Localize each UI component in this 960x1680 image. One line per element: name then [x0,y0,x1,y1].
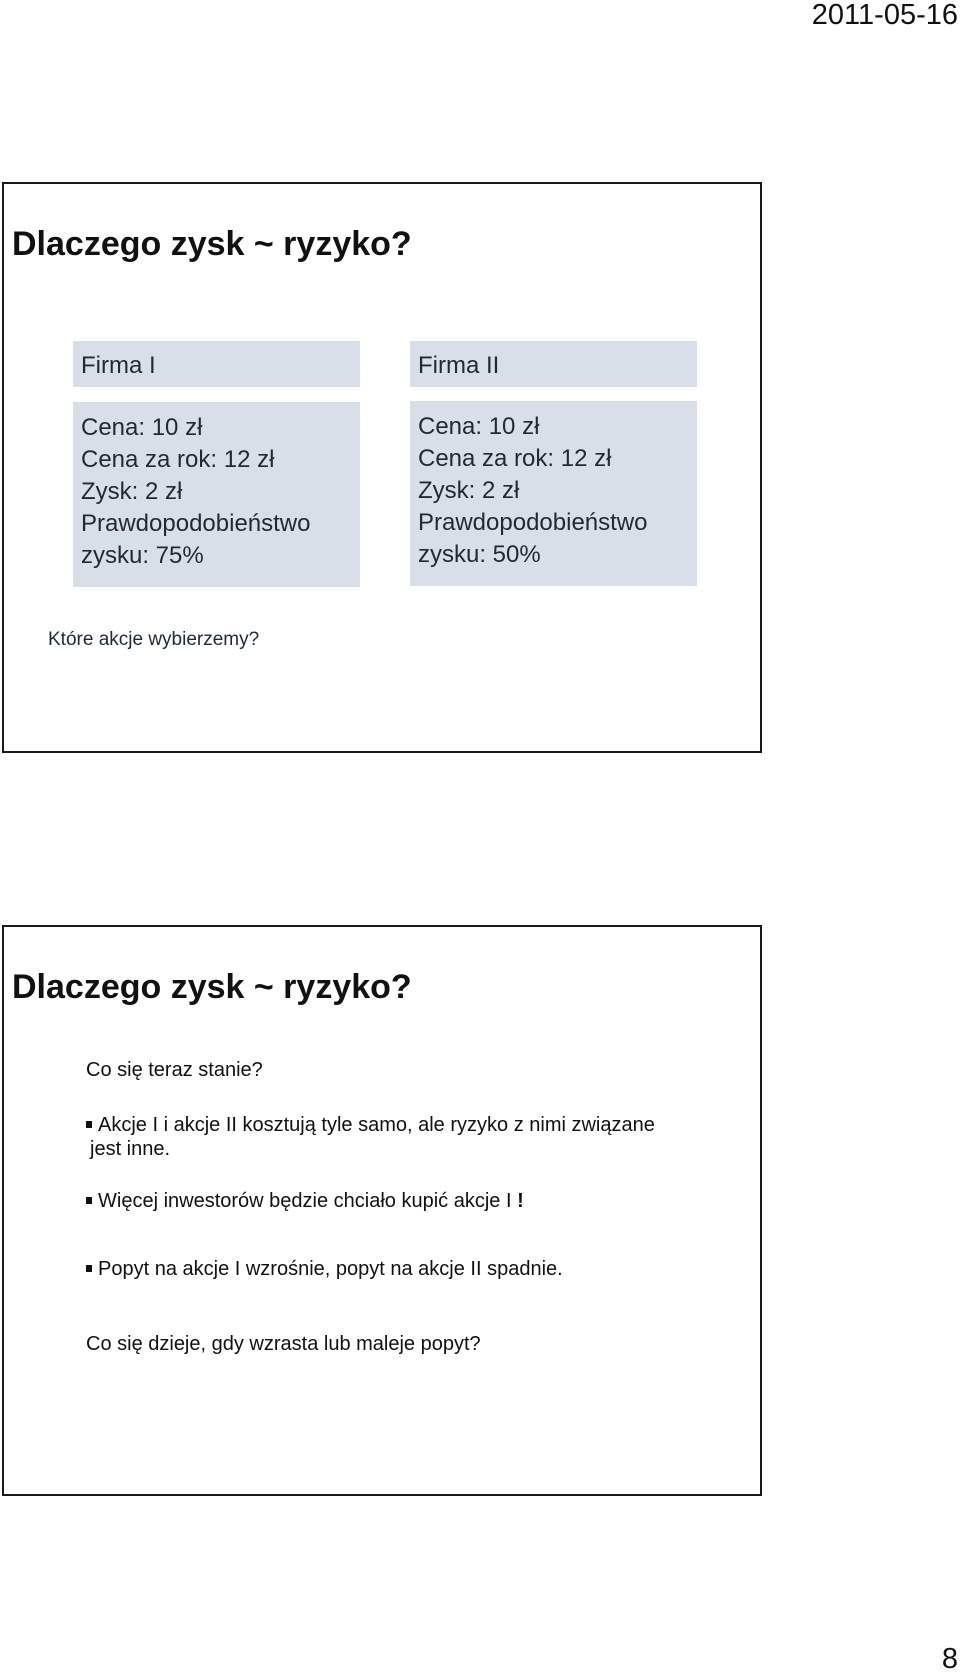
slide-2-title: Dlaczego zysk ~ ryzyko? [12,968,412,1006]
firm-2-header [410,341,697,387]
firm-1-price: Cena: 10 zł [81,414,203,441]
slide-1-question: Które akcje wybierzemy? [48,629,260,650]
bullet-3-text: Popyt na akcje I wzrośnie, popyt na akcje II spadnie. [98,1258,563,1280]
firm-2-details [410,401,697,586]
slide-1 [2,182,762,753]
firm-2-name: Firma II [418,352,500,379]
firm-2-price: Cena: 10 zł [418,413,540,440]
slide-2 [2,925,762,1496]
bullet-1-line-1: Akcje I i akcje II kosztują tyle samo, ale ryzyko z nimi związane [98,1114,655,1136]
bullet-2-text: Więcej inwestorów będzie chciało kupić akcje I [98,1190,518,1212]
firm-1-header [73,341,360,387]
page-date: 2011-05-16 [811,0,958,31]
firm-2-probability-value: zysku: 50% [418,541,541,568]
firm-1-details [73,402,360,587]
bullet-square-icon [86,1197,92,1204]
bullet-square-icon [86,1121,92,1128]
slide-2-intro: Co się teraz stanie? [86,1059,263,1081]
bullet-item [86,1257,726,1281]
firm-1-price-next-year: Cena za rok: 12 zł [81,446,275,473]
bullet-item [86,1189,726,1213]
firm-2-probability-label: Prawdopodobieństwo [418,509,648,536]
bullet-2-emphasis: ! [517,1190,524,1212]
bullet-square-icon [86,1265,92,1272]
firm-1-probability-value: zysku: 75% [81,542,204,569]
firm-1-probability-label: Prawdopodobieństwo [81,510,311,537]
slide-2-outro: Co się dzieje, gdy wzrasta lub maleje popyt? [86,1333,481,1355]
bullet-1-line-2: jest inne. [90,1138,171,1160]
firm-1-name: Firma I [81,352,156,379]
page-number: 8 [941,1643,958,1675]
firm-2-price-next-year: Cena za rok: 12 zł [418,445,612,472]
firm-2-profit: Zysk: 2 zł [418,477,520,504]
bullet-item [86,1113,726,1161]
firm-1-profit: Zysk: 2 zł [81,478,183,505]
slide-1-title: Dlaczego zysk ~ ryzyko? [12,225,412,263]
